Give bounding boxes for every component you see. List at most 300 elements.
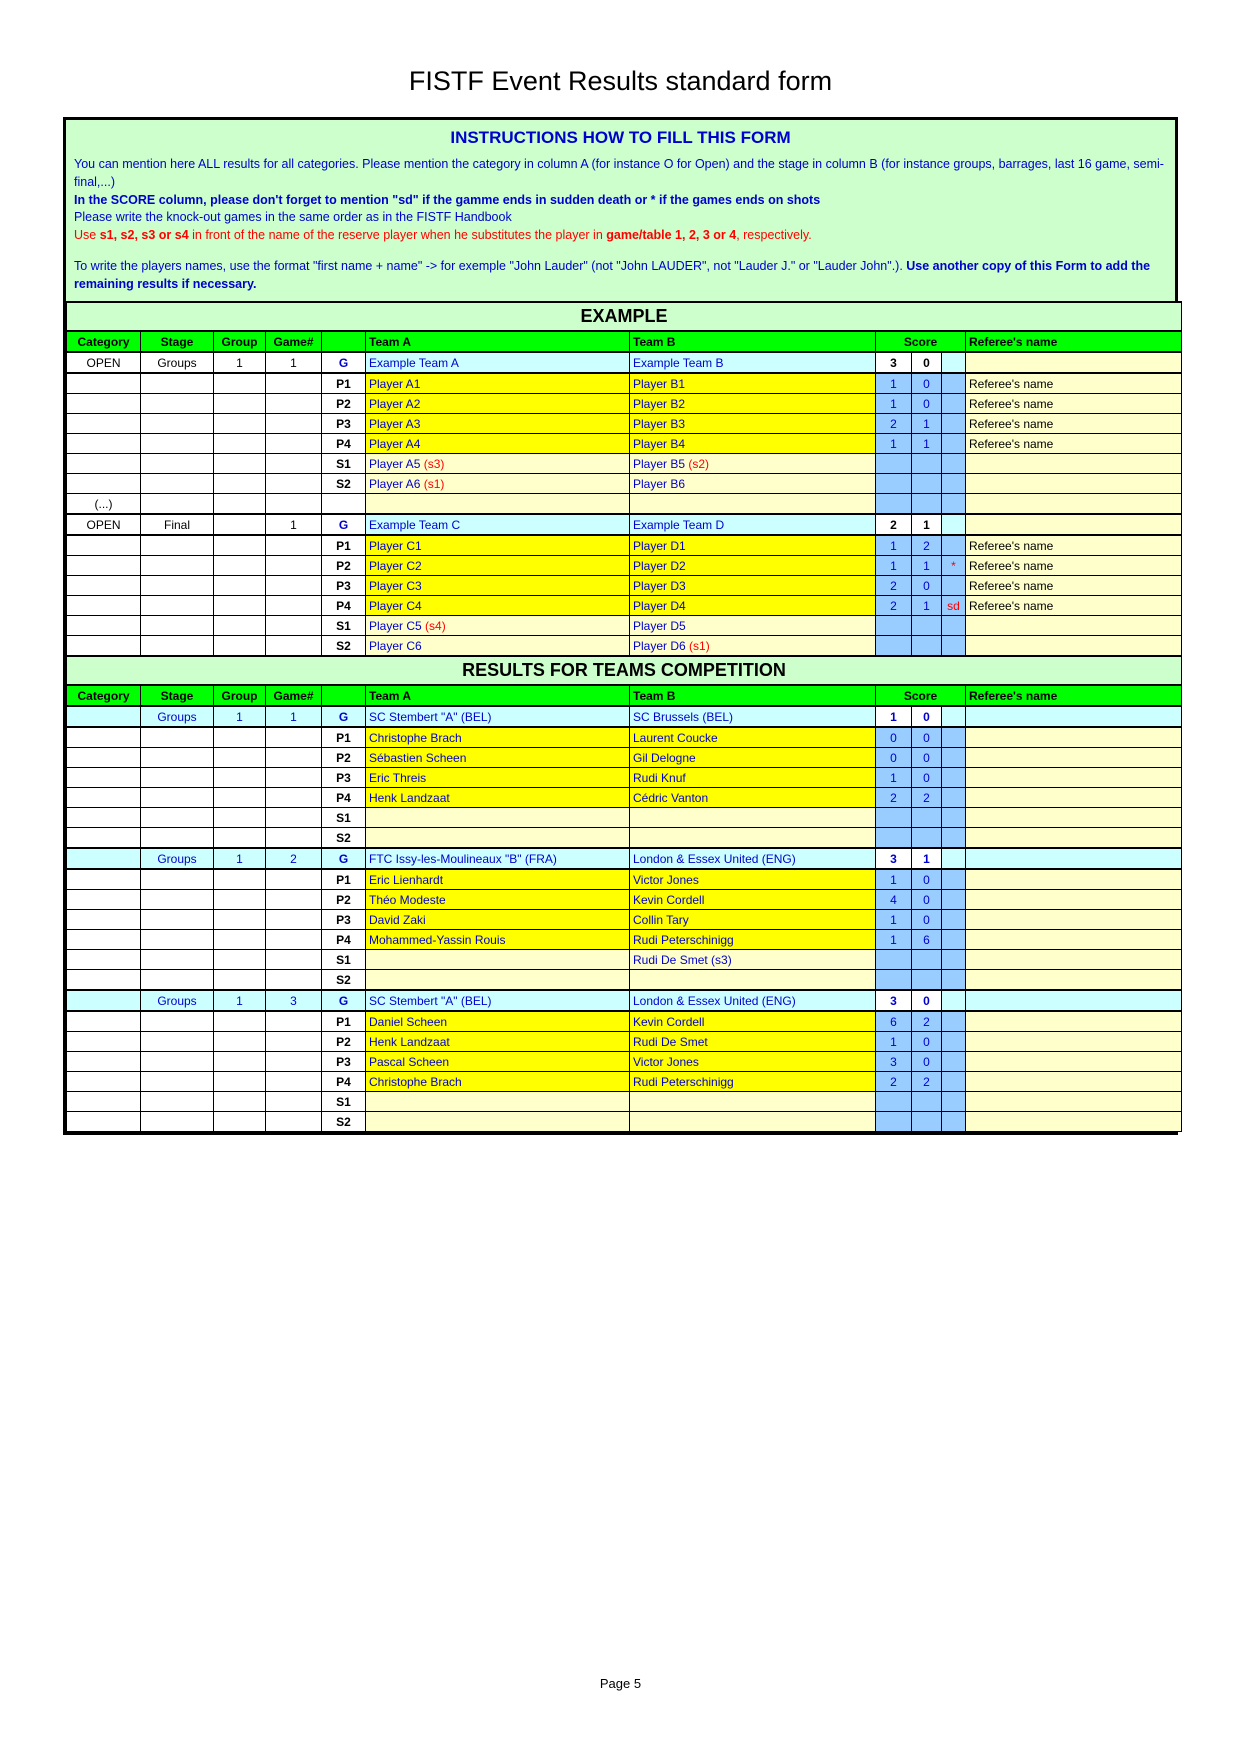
cell-team-b: Player D4 bbox=[630, 596, 876, 616]
cell-team-a: FTC Issy-les-Moulineaux "B" (FRA) bbox=[366, 848, 630, 869]
cell-score-b: 2 bbox=[912, 788, 942, 808]
cell-group bbox=[214, 454, 266, 474]
cell-game bbox=[266, 788, 322, 808]
header-row-label bbox=[322, 685, 366, 706]
cell-row-label: S2 bbox=[322, 970, 366, 991]
cell-category: (...) bbox=[67, 494, 141, 515]
player-row bbox=[67, 910, 1182, 930]
cell-game bbox=[266, 970, 322, 991]
cell-score-a: 2 bbox=[876, 514, 912, 535]
cell-row-label: P2 bbox=[322, 556, 366, 576]
cell-referee bbox=[966, 848, 1182, 869]
cell-score-a: 1 bbox=[876, 1032, 912, 1052]
substitute-row bbox=[67, 1112, 1182, 1132]
cell-stage bbox=[141, 636, 214, 657]
cell-category bbox=[67, 1072, 141, 1092]
cell-team-a: Player A4 bbox=[366, 434, 630, 454]
cell-team-b: Cédric Vanton bbox=[630, 788, 876, 808]
cell-score-note bbox=[942, 748, 966, 768]
instructions-panel bbox=[66, 120, 1175, 301]
cell-team-a: Player C5 (s4) bbox=[366, 616, 630, 636]
cell-group bbox=[214, 535, 266, 556]
cell-category bbox=[67, 748, 141, 768]
cell-stage bbox=[141, 1092, 214, 1112]
cell-game bbox=[266, 535, 322, 556]
cell-group bbox=[214, 514, 266, 535]
cell-score-note bbox=[942, 494, 966, 515]
cell-stage bbox=[141, 910, 214, 930]
cell-group: 1 bbox=[214, 990, 266, 1011]
cell-row-label: P1 bbox=[322, 869, 366, 890]
cell-team-b: Victor Jones bbox=[630, 869, 876, 890]
cell-game bbox=[266, 930, 322, 950]
player-row bbox=[67, 535, 1182, 556]
cell-group bbox=[214, 596, 266, 616]
header-stage: Stage bbox=[141, 331, 214, 352]
player-row bbox=[67, 748, 1182, 768]
cell-game bbox=[266, 596, 322, 616]
player-row bbox=[67, 394, 1182, 414]
column-header-row bbox=[67, 331, 1182, 352]
cell-score-b bbox=[912, 474, 942, 494]
substitute-row bbox=[67, 808, 1182, 828]
header-stage: Stage bbox=[141, 685, 214, 706]
page-title: FISTF Event Results standard form bbox=[408, 66, 833, 96]
cell-score-a: 2 bbox=[876, 596, 912, 616]
cell-score-note bbox=[942, 414, 966, 434]
cell-referee bbox=[966, 808, 1182, 828]
instructions-heading: INSTRUCTIONS HOW TO FILL THIS FORM bbox=[450, 128, 791, 147]
cell-row-label: G bbox=[322, 990, 366, 1011]
player-row bbox=[67, 788, 1182, 808]
cell-score-note bbox=[942, 1032, 966, 1052]
cell-game bbox=[266, 616, 322, 636]
cell-referee bbox=[966, 514, 1182, 535]
cell-game bbox=[266, 808, 322, 828]
player-row bbox=[67, 414, 1182, 434]
cell-row-label: P4 bbox=[322, 1072, 366, 1092]
cell-row-label: S1 bbox=[322, 616, 366, 636]
cell-score-note bbox=[942, 890, 966, 910]
cell-team-a: David Zaki bbox=[366, 910, 630, 930]
cell-team-b: Player D5 bbox=[630, 616, 876, 636]
player-row bbox=[67, 556, 1182, 576]
cell-stage bbox=[141, 373, 214, 394]
cell-category bbox=[67, 1032, 141, 1052]
cell-group bbox=[214, 494, 266, 515]
cell-referee bbox=[966, 474, 1182, 494]
cell-team-a: Player A2 bbox=[366, 394, 630, 414]
cell-score-a: 3 bbox=[876, 1052, 912, 1072]
cell-team-a: Example Team A bbox=[366, 352, 630, 373]
cell-score-note bbox=[942, 514, 966, 535]
cell-score-note bbox=[942, 352, 966, 373]
cell-team-a bbox=[366, 1092, 630, 1112]
cell-referee: Referee's name bbox=[966, 535, 1182, 556]
cell-team-a: Player A1 bbox=[366, 373, 630, 394]
cell-score-b: 2 bbox=[912, 535, 942, 556]
cell-team-b bbox=[630, 1092, 876, 1112]
cell-group: 1 bbox=[214, 706, 266, 727]
cell-category: OPEN bbox=[67, 352, 141, 373]
cell-category bbox=[67, 636, 141, 657]
cell-row-label: S2 bbox=[322, 828, 366, 849]
cell-team-a: Christophe Brach bbox=[366, 727, 630, 748]
results-form bbox=[63, 117, 1178, 1135]
player-row bbox=[67, 596, 1182, 616]
cell-stage bbox=[141, 576, 214, 596]
cell-score-b bbox=[912, 636, 942, 657]
cell-team-b: Player D2 bbox=[630, 556, 876, 576]
cell-stage bbox=[141, 727, 214, 748]
cell-stage: Groups bbox=[141, 990, 214, 1011]
cell-team-a: Player C3 bbox=[366, 576, 630, 596]
cell-row-label: P2 bbox=[322, 394, 366, 414]
cell-stage bbox=[141, 970, 214, 991]
cell-game bbox=[266, 768, 322, 788]
cell-game bbox=[266, 1092, 322, 1112]
header-category: Category bbox=[67, 685, 141, 706]
cell-referee: Referee's name bbox=[966, 373, 1182, 394]
cell-score-note bbox=[942, 454, 966, 474]
cell-game bbox=[266, 394, 322, 414]
cell-team-b: Player B1 bbox=[630, 373, 876, 394]
cell-row-label: P4 bbox=[322, 434, 366, 454]
substitute-row bbox=[67, 616, 1182, 636]
cell-game bbox=[266, 494, 322, 515]
cell-referee bbox=[966, 1032, 1182, 1052]
cell-category bbox=[67, 848, 141, 869]
cell-stage bbox=[141, 1032, 214, 1052]
cell-score-a bbox=[876, 474, 912, 494]
player-row bbox=[67, 890, 1182, 910]
cell-score-a: 3 bbox=[876, 990, 912, 1011]
instruction-score-line: In the SCORE column, please don't forget to mention "sd" if the gamme ends in sudden death or * if the games ends on shots bbox=[74, 192, 821, 207]
cell-category bbox=[67, 474, 141, 494]
cell-referee bbox=[966, 636, 1182, 657]
cell-team-a bbox=[366, 808, 630, 828]
cell-stage bbox=[141, 494, 214, 515]
cell-referee bbox=[966, 494, 1182, 515]
results-table-body bbox=[67, 302, 1182, 1132]
cell-game bbox=[266, 950, 322, 970]
cell-referee: Referee's name bbox=[966, 414, 1182, 434]
cell-score-b: 6 bbox=[912, 930, 942, 950]
cell-score-note bbox=[942, 808, 966, 828]
cell-team-b: Player B2 bbox=[630, 394, 876, 414]
cell-score-a: 1 bbox=[876, 706, 912, 727]
cell-score-a bbox=[876, 828, 912, 849]
results-table bbox=[66, 301, 1182, 1132]
cell-score-a: 1 bbox=[876, 373, 912, 394]
player-row bbox=[67, 1072, 1182, 1092]
cell-team-a: Player C6 bbox=[366, 636, 630, 657]
cell-game bbox=[266, 748, 322, 768]
cell-score-a: 2 bbox=[876, 576, 912, 596]
header-group: Group bbox=[214, 685, 266, 706]
cell-category bbox=[67, 414, 141, 434]
cell-team-a: Player A6 (s1) bbox=[366, 474, 630, 494]
cell-score-a bbox=[876, 616, 912, 636]
cell-group bbox=[214, 1032, 266, 1052]
cell-group bbox=[214, 808, 266, 828]
cell-group bbox=[214, 910, 266, 930]
cell-score-a: 1 bbox=[876, 394, 912, 414]
cell-score-note bbox=[942, 910, 966, 930]
cell-category bbox=[67, 434, 141, 454]
cell-stage bbox=[141, 890, 214, 910]
cell-game bbox=[266, 1112, 322, 1132]
cell-category bbox=[67, 556, 141, 576]
cell-category bbox=[67, 454, 141, 474]
cell-game bbox=[266, 474, 322, 494]
cell-score-a: 2 bbox=[876, 414, 912, 434]
cell-team-a: Henk Landzaat bbox=[366, 1032, 630, 1052]
cell-team-a: SC Stembert "A" (BEL) bbox=[366, 990, 630, 1011]
header-game: Game# bbox=[266, 685, 322, 706]
cell-team-b: Player D6 (s1) bbox=[630, 636, 876, 657]
cell-team-a: SC Stembert "A" (BEL) bbox=[366, 706, 630, 727]
header-referee: Referee's name bbox=[966, 685, 1182, 706]
substitute-row bbox=[67, 636, 1182, 657]
cell-row-label: S2 bbox=[322, 1112, 366, 1132]
cell-stage bbox=[141, 808, 214, 828]
cell-team-b: SC Brussels (BEL) bbox=[630, 706, 876, 727]
cell-score-a: 2 bbox=[876, 1072, 912, 1092]
cell-score-note bbox=[942, 616, 966, 636]
cell-stage: Groups bbox=[141, 706, 214, 727]
game-row bbox=[67, 706, 1182, 727]
cell-row-label: P3 bbox=[322, 910, 366, 930]
cell-row-label: P1 bbox=[322, 535, 366, 556]
cell-category bbox=[67, 1092, 141, 1112]
header-game: Game# bbox=[266, 331, 322, 352]
cell-team-a bbox=[366, 494, 630, 515]
substitute-row bbox=[67, 454, 1182, 474]
cell-row-label: S2 bbox=[322, 636, 366, 657]
cell-score-note bbox=[942, 828, 966, 849]
cell-team-b: Player B5 (s2) bbox=[630, 454, 876, 474]
cell-team-b: Gil Delogne bbox=[630, 748, 876, 768]
cell-group bbox=[214, 828, 266, 849]
cell-score-a: 3 bbox=[876, 848, 912, 869]
cell-score-a: 1 bbox=[876, 869, 912, 890]
cell-stage: Final bbox=[141, 514, 214, 535]
cell-score-a: 0 bbox=[876, 727, 912, 748]
instruction-categories-line: You can mention here ALL results for all categories. Please mention the category in column A (for instance O for Open) and the stage in column B (for instance groups, barrages, last 16 game, semi-final,...) bbox=[74, 157, 1164, 189]
cell-score-b: 0 bbox=[912, 768, 942, 788]
substitute-row bbox=[67, 828, 1182, 849]
page-number: Page 5 bbox=[599, 1676, 642, 1691]
cell-score-note bbox=[942, 474, 966, 494]
cell-score-note bbox=[942, 788, 966, 808]
cell-game bbox=[266, 828, 322, 849]
instructions-spacer bbox=[74, 245, 1167, 258]
cell-referee bbox=[966, 768, 1182, 788]
cell-game: 2 bbox=[266, 848, 322, 869]
cell-stage bbox=[141, 1072, 214, 1092]
cell-game bbox=[266, 1072, 322, 1092]
cell-category bbox=[67, 930, 141, 950]
player-row bbox=[67, 930, 1182, 950]
cell-score-b: 0 bbox=[912, 910, 942, 930]
cell-row-label: P1 bbox=[322, 727, 366, 748]
cell-referee bbox=[966, 1052, 1182, 1072]
cell-group bbox=[214, 576, 266, 596]
player-row bbox=[67, 576, 1182, 596]
cell-team-a: Player C2 bbox=[366, 556, 630, 576]
cell-row-label: P3 bbox=[322, 768, 366, 788]
cell-score-b: 0 bbox=[912, 706, 942, 727]
cell-score-a bbox=[876, 1092, 912, 1112]
cell-score-a: 1 bbox=[876, 434, 912, 454]
cell-group bbox=[214, 1052, 266, 1072]
cell-score-a: 2 bbox=[876, 788, 912, 808]
cell-team-b: Laurent Coucke bbox=[630, 727, 876, 748]
cell-score-note bbox=[942, 1011, 966, 1032]
cell-score-a: 1 bbox=[876, 910, 912, 930]
cell-score-b: 1 bbox=[912, 848, 942, 869]
cell-team-b: Collin Tary bbox=[630, 910, 876, 930]
cell-game: 1 bbox=[266, 514, 322, 535]
cell-score-note bbox=[942, 970, 966, 991]
cell-score-note bbox=[942, 434, 966, 454]
cell-row-label: P4 bbox=[322, 788, 366, 808]
game-row bbox=[67, 990, 1182, 1011]
instruction-handbook-line: Please write the knock-out games in the same order as in the FISTF Handbook bbox=[74, 210, 512, 225]
cell-team-a: Sébastien Scheen bbox=[366, 748, 630, 768]
cell-score-b bbox=[912, 494, 942, 515]
cell-team-b bbox=[630, 828, 876, 849]
substitute-row bbox=[67, 474, 1182, 494]
cell-stage bbox=[141, 414, 214, 434]
cell-score-note bbox=[942, 727, 966, 748]
cell-group bbox=[214, 727, 266, 748]
cell-team-b: Kevin Cordell bbox=[630, 1011, 876, 1032]
cell-group bbox=[214, 434, 266, 454]
cell-group bbox=[214, 1112, 266, 1132]
cell-group bbox=[214, 950, 266, 970]
cell-category bbox=[67, 596, 141, 616]
header-score: Score bbox=[876, 685, 966, 706]
cell-stage bbox=[141, 556, 214, 576]
cell-group bbox=[214, 1092, 266, 1112]
cell-score-b: 0 bbox=[912, 1052, 942, 1072]
cell-category bbox=[67, 394, 141, 414]
cell-category bbox=[67, 616, 141, 636]
cell-game bbox=[266, 556, 322, 576]
cell-category bbox=[67, 1052, 141, 1072]
cell-score-a: 1 bbox=[876, 556, 912, 576]
cell-category bbox=[67, 706, 141, 727]
cell-row-label: S1 bbox=[322, 454, 366, 474]
cell-game bbox=[266, 636, 322, 657]
cell-category bbox=[67, 373, 141, 394]
header-team-b: Team B bbox=[630, 685, 876, 706]
cell-score-note bbox=[942, 535, 966, 556]
cell-group: 1 bbox=[214, 848, 266, 869]
cell-row-label: S1 bbox=[322, 1092, 366, 1112]
cell-team-a: Player C1 bbox=[366, 535, 630, 556]
cell-team-b: Player D3 bbox=[630, 576, 876, 596]
cell-referee bbox=[966, 706, 1182, 727]
cell-team-b bbox=[630, 808, 876, 828]
cell-score-a: 6 bbox=[876, 1011, 912, 1032]
cell-stage bbox=[141, 788, 214, 808]
cell-referee: Referee's name bbox=[966, 434, 1182, 454]
cell-game bbox=[266, 910, 322, 930]
cell-referee bbox=[966, 1011, 1182, 1032]
cell-category bbox=[67, 788, 141, 808]
player-row bbox=[67, 434, 1182, 454]
cell-score-b bbox=[912, 828, 942, 849]
cell-team-a: Player C4 bbox=[366, 596, 630, 616]
cell-row-label: P2 bbox=[322, 890, 366, 910]
cell-category bbox=[67, 727, 141, 748]
cell-referee bbox=[966, 352, 1182, 373]
cell-score-b bbox=[912, 1112, 942, 1132]
cell-team-b: London & Essex United (ENG) bbox=[630, 990, 876, 1011]
cell-game bbox=[266, 890, 322, 910]
cell-referee bbox=[966, 930, 1182, 950]
cell-score-a: 1 bbox=[876, 930, 912, 950]
cell-score-a: 0 bbox=[876, 748, 912, 768]
cell-score-a: 1 bbox=[876, 535, 912, 556]
cell-score-b bbox=[912, 1092, 942, 1112]
cell-referee: Referee's name bbox=[966, 556, 1182, 576]
cell-team-b: Player B3 bbox=[630, 414, 876, 434]
cell-score-b: 0 bbox=[912, 352, 942, 373]
cell-team-a bbox=[366, 950, 630, 970]
cell-category: OPEN bbox=[67, 514, 141, 535]
cell-team-b bbox=[630, 970, 876, 991]
cell-category bbox=[67, 576, 141, 596]
cell-referee bbox=[966, 970, 1182, 991]
cell-row-label: P3 bbox=[322, 576, 366, 596]
cell-row-label: P1 bbox=[322, 373, 366, 394]
cell-row-label: S2 bbox=[322, 474, 366, 494]
player-row bbox=[67, 1052, 1182, 1072]
cell-score-a bbox=[876, 494, 912, 515]
cell-group bbox=[214, 1011, 266, 1032]
cell-score-b bbox=[912, 970, 942, 991]
substitute-row bbox=[67, 494, 1182, 515]
cell-team-b: Rudi De Smet (s3) bbox=[630, 950, 876, 970]
header-team-a: Team A bbox=[366, 331, 630, 352]
cell-category bbox=[67, 808, 141, 828]
cell-team-b bbox=[630, 1112, 876, 1132]
cell-category bbox=[67, 990, 141, 1011]
cell-team-a: Player A3 bbox=[366, 414, 630, 434]
cell-game bbox=[266, 434, 322, 454]
cell-score-b: 2 bbox=[912, 1011, 942, 1032]
cell-team-a: Example Team C bbox=[366, 514, 630, 535]
cell-score-b bbox=[912, 808, 942, 828]
cell-stage bbox=[141, 869, 214, 890]
cell-stage bbox=[141, 394, 214, 414]
player-row bbox=[67, 373, 1182, 394]
cell-score-b: 1 bbox=[912, 514, 942, 535]
cell-row-label: P1 bbox=[322, 1011, 366, 1032]
cell-game bbox=[266, 373, 322, 394]
cell-row-label: P2 bbox=[322, 748, 366, 768]
cell-group: 1 bbox=[214, 352, 266, 373]
cell-referee bbox=[966, 828, 1182, 849]
cell-game bbox=[266, 576, 322, 596]
cell-score-b: 0 bbox=[912, 1032, 942, 1052]
cell-referee: Referee's name bbox=[966, 576, 1182, 596]
cell-team-b: Player B4 bbox=[630, 434, 876, 454]
